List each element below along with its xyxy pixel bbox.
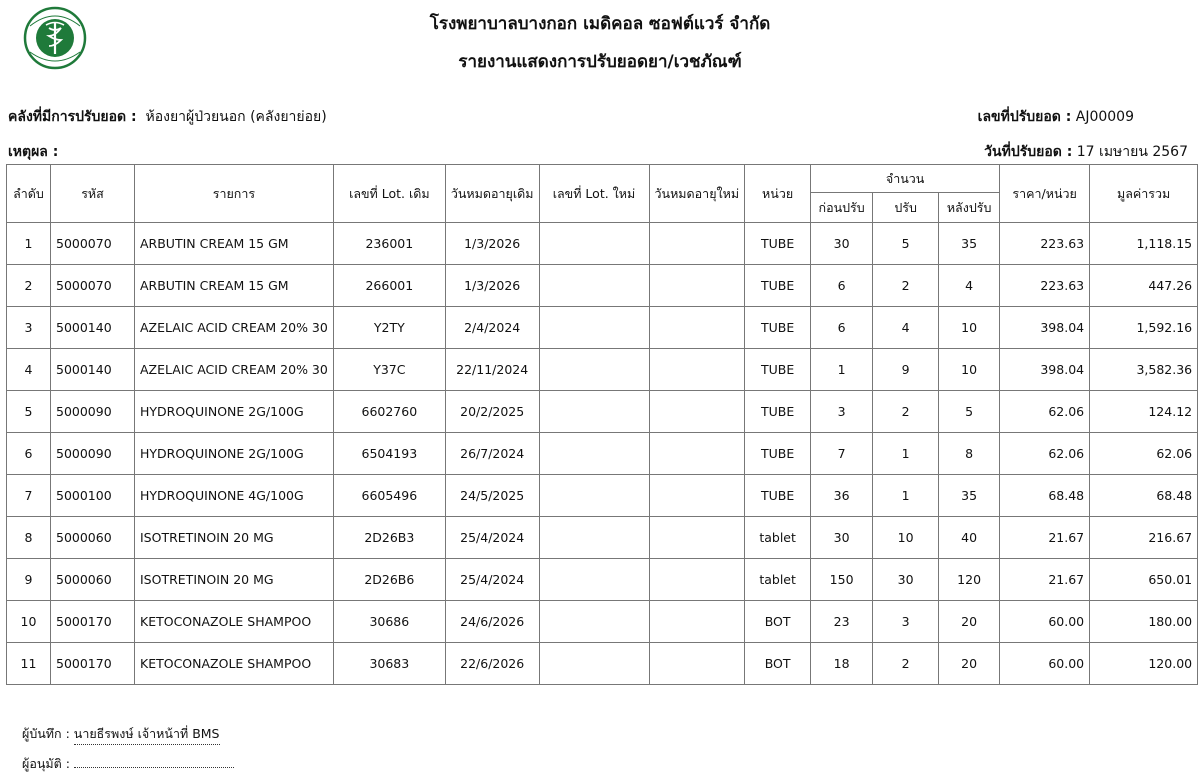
recorder-line bbox=[22, 724, 220, 745]
row-qty-before: 7 bbox=[811, 433, 873, 475]
row-exp-new bbox=[649, 223, 745, 265]
row-price: 21.67 bbox=[1000, 559, 1090, 601]
row-total: 62.06 bbox=[1090, 433, 1198, 475]
row-unit: TUBE bbox=[745, 223, 811, 265]
row-exp-new bbox=[649, 601, 745, 643]
row-total: 120.00 bbox=[1090, 643, 1198, 685]
row-total: 180.00 bbox=[1090, 601, 1198, 643]
row-qty-after: 35 bbox=[939, 223, 1000, 265]
row-qty-after: 120 bbox=[939, 559, 1000, 601]
row-qty-before: 30 bbox=[811, 223, 873, 265]
row-item: KETOCONAZOLE SHAMPOO bbox=[135, 601, 334, 643]
row-item: HYDROQUINONE 2G/100G bbox=[135, 433, 334, 475]
row-qty-adjust: 30 bbox=[873, 559, 939, 601]
table-row bbox=[7, 265, 1198, 307]
row-exp-old: 25/4/2024 bbox=[445, 517, 539, 559]
table-row bbox=[7, 223, 1198, 265]
row-total: 124.12 bbox=[1090, 391, 1198, 433]
row-total: 447.26 bbox=[1090, 265, 1198, 307]
row-qty-after: 20 bbox=[939, 643, 1000, 685]
row-code: 5000060 bbox=[51, 517, 135, 559]
doc-number-label: เลขที่ปรับยอด : bbox=[977, 109, 1072, 125]
row-item: AZELAIC ACID CREAM 20% 30 bbox=[135, 307, 334, 349]
row-seq: 4 bbox=[7, 349, 51, 391]
row-qty-adjust: 9 bbox=[873, 349, 939, 391]
row-lot-old: 6504193 bbox=[333, 433, 445, 475]
row-qty-after: 20 bbox=[939, 601, 1000, 643]
row-qty-adjust: 10 bbox=[873, 517, 939, 559]
row-lot-old: 30683 bbox=[333, 643, 445, 685]
header-total: มูลค่ารวม bbox=[1090, 165, 1198, 223]
row-lot-new bbox=[539, 601, 649, 643]
row-code: 5000100 bbox=[51, 475, 135, 517]
row-exp-old: 24/6/2026 bbox=[445, 601, 539, 643]
row-seq: 2 bbox=[7, 265, 51, 307]
row-lot-old: 2D26B3 bbox=[333, 517, 445, 559]
row-qty-before: 6 bbox=[811, 265, 873, 307]
row-lot-new bbox=[539, 559, 649, 601]
row-unit: TUBE bbox=[745, 433, 811, 475]
row-seq: 11 bbox=[7, 643, 51, 685]
row-price: 223.63 bbox=[1000, 223, 1090, 265]
row-lot-new bbox=[539, 475, 649, 517]
row-qty-after: 5 bbox=[939, 391, 1000, 433]
doc-date-line bbox=[984, 141, 1188, 163]
table-row bbox=[7, 391, 1198, 433]
recorder-label: ผู้บันทึก : bbox=[22, 726, 70, 741]
row-lot-new bbox=[539, 265, 649, 307]
row-unit: TUBE bbox=[745, 265, 811, 307]
warehouse-label: คลังที่มีการปรับยอด : bbox=[8, 109, 137, 125]
row-seq: 10 bbox=[7, 601, 51, 643]
row-lot-old: Y2TY bbox=[333, 307, 445, 349]
row-code: 5000090 bbox=[51, 433, 135, 475]
row-total: 1,118.15 bbox=[1090, 223, 1198, 265]
header-exp-new: วันหมดอายุใหม่ bbox=[649, 165, 745, 223]
row-qty-adjust: 2 bbox=[873, 391, 939, 433]
row-item: ISOTRETINOIN 20 MG bbox=[135, 517, 334, 559]
row-lot-old: 6602760 bbox=[333, 391, 445, 433]
row-seq: 3 bbox=[7, 307, 51, 349]
header-qty-adjust: ปรับ bbox=[873, 193, 939, 223]
row-exp-new bbox=[649, 265, 745, 307]
row-item: AZELAIC ACID CREAM 20% 30 bbox=[135, 349, 334, 391]
row-price: 60.00 bbox=[1000, 643, 1090, 685]
row-code: 5000170 bbox=[51, 643, 135, 685]
row-unit: BOT bbox=[745, 643, 811, 685]
recorder-value: นายธีรพงษ์ เจ้าหน้าที่ BMS bbox=[74, 724, 220, 745]
row-code: 5000060 bbox=[51, 559, 135, 601]
adjustment-table bbox=[6, 164, 1198, 685]
row-item: ARBUTIN CREAM 15 GM bbox=[135, 223, 334, 265]
row-exp-old: 1/3/2026 bbox=[445, 223, 539, 265]
row-qty-before: 150 bbox=[811, 559, 873, 601]
header-item: รายการ bbox=[135, 165, 334, 223]
row-lot-old: 2D26B6 bbox=[333, 559, 445, 601]
row-exp-old: 22/6/2026 bbox=[445, 643, 539, 685]
row-lot-old: Y37C bbox=[333, 349, 445, 391]
row-total: 3,582.36 bbox=[1090, 349, 1198, 391]
row-unit: TUBE bbox=[745, 349, 811, 391]
row-code: 5000070 bbox=[51, 223, 135, 265]
row-qty-before: 30 bbox=[811, 517, 873, 559]
row-seq: 9 bbox=[7, 559, 51, 601]
row-seq: 5 bbox=[7, 391, 51, 433]
row-qty-before: 36 bbox=[811, 475, 873, 517]
row-seq: 6 bbox=[7, 433, 51, 475]
row-exp-new bbox=[649, 433, 745, 475]
organization-name: โรงพยาบาลบางกอก เมดิคอล ซอฟต์แวร์ จำกัด bbox=[429, 14, 771, 34]
table-row bbox=[7, 475, 1198, 517]
header-quantity-group: จำนวน bbox=[811, 165, 1000, 193]
row-lot-new bbox=[539, 643, 649, 685]
row-item: HYDROQUINONE 4G/100G bbox=[135, 475, 334, 517]
row-exp-old: 2/4/2024 bbox=[445, 307, 539, 349]
row-exp-old: 20/2/2025 bbox=[445, 391, 539, 433]
row-price: 223.63 bbox=[1000, 265, 1090, 307]
row-code: 5000170 bbox=[51, 601, 135, 643]
row-code: 5000090 bbox=[51, 391, 135, 433]
table-row bbox=[7, 517, 1198, 559]
row-exp-new bbox=[649, 517, 745, 559]
header-price: ราคา/หน่วย bbox=[1000, 165, 1090, 223]
approver-signature-field bbox=[74, 756, 234, 768]
row-seq: 8 bbox=[7, 517, 51, 559]
table-row bbox=[7, 601, 1198, 643]
row-item: HYDROQUINONE 2G/100G bbox=[135, 391, 334, 433]
doc-number-value: AJ00009 bbox=[1075, 109, 1134, 125]
row-qty-adjust: 3 bbox=[873, 601, 939, 643]
header-lot-new: เลขที่ Lot. ใหม่ bbox=[539, 165, 649, 223]
row-seq: 7 bbox=[7, 475, 51, 517]
row-exp-new bbox=[649, 349, 745, 391]
warehouse-line bbox=[8, 106, 327, 128]
row-lot-old: 30686 bbox=[333, 601, 445, 643]
row-qty-before: 23 bbox=[811, 601, 873, 643]
row-exp-new bbox=[649, 559, 745, 601]
row-qty-after: 35 bbox=[939, 475, 1000, 517]
row-item: ARBUTIN CREAM 15 GM bbox=[135, 265, 334, 307]
row-lot-new bbox=[539, 517, 649, 559]
row-qty-after: 4 bbox=[939, 265, 1000, 307]
header-qty-before: ก่อนปรับ bbox=[811, 193, 873, 223]
row-code: 5000140 bbox=[51, 349, 135, 391]
row-total: 216.67 bbox=[1090, 517, 1198, 559]
row-code: 5000140 bbox=[51, 307, 135, 349]
approver-line bbox=[22, 754, 234, 774]
row-qty-after: 40 bbox=[939, 517, 1000, 559]
row-exp-new bbox=[649, 391, 745, 433]
row-code: 5000070 bbox=[51, 265, 135, 307]
header-lot-old: เลขที่ Lot. เดิม bbox=[333, 165, 445, 223]
approver-label: ผู้อนุมัติ : bbox=[22, 756, 70, 771]
row-qty-before: 6 bbox=[811, 307, 873, 349]
reason-line bbox=[8, 141, 58, 163]
row-exp-new bbox=[649, 475, 745, 517]
row-qty-after: 10 bbox=[939, 349, 1000, 391]
row-price: 398.04 bbox=[1000, 307, 1090, 349]
row-qty-after: 8 bbox=[939, 433, 1000, 475]
row-qty-adjust: 5 bbox=[873, 223, 939, 265]
row-seq: 1 bbox=[7, 223, 51, 265]
row-item: ISOTRETINOIN 20 MG bbox=[135, 559, 334, 601]
row-lot-new bbox=[539, 307, 649, 349]
row-qty-adjust: 2 bbox=[873, 265, 939, 307]
row-lot-old: 6605496 bbox=[333, 475, 445, 517]
table-header-row bbox=[7, 165, 1198, 193]
row-qty-before: 1 bbox=[811, 349, 873, 391]
row-lot-new bbox=[539, 349, 649, 391]
row-lot-old: 236001 bbox=[333, 223, 445, 265]
reason-label: เหตุผล : bbox=[8, 144, 59, 160]
row-unit: tablet bbox=[745, 517, 811, 559]
doc-date-label: วันที่ปรับยอด : bbox=[984, 144, 1073, 160]
row-qty-before: 3 bbox=[811, 391, 873, 433]
row-lot-new bbox=[539, 433, 649, 475]
row-lot-new bbox=[539, 391, 649, 433]
header-unit: หน่วย bbox=[745, 165, 811, 223]
header-exp-old: วันหมดอายุเดิม bbox=[445, 165, 539, 223]
header-qty-after: หลังปรับ bbox=[939, 193, 1000, 223]
row-price: 60.00 bbox=[1000, 601, 1090, 643]
row-total: 68.48 bbox=[1090, 475, 1198, 517]
header-seq: ลำดับ bbox=[7, 165, 51, 223]
table-row bbox=[7, 349, 1198, 391]
doc-number-line bbox=[978, 106, 1134, 128]
report-title: รายงานแสดงการปรับยอดยา/เวชภัณฑ์ bbox=[458, 52, 742, 72]
row-item: KETOCONAZOLE SHAMPOO bbox=[135, 643, 334, 685]
row-unit: TUBE bbox=[745, 391, 811, 433]
row-lot-new bbox=[539, 223, 649, 265]
row-qty-adjust: 2 bbox=[873, 643, 939, 685]
row-price: 398.04 bbox=[1000, 349, 1090, 391]
row-price: 21.67 bbox=[1000, 517, 1090, 559]
row-exp-old: 24/5/2025 bbox=[445, 475, 539, 517]
doc-date-value: 17 เมษายน 2567 bbox=[1076, 144, 1188, 160]
row-qty-adjust: 1 bbox=[873, 475, 939, 517]
row-qty-before: 18 bbox=[811, 643, 873, 685]
row-unit: BOT bbox=[745, 601, 811, 643]
row-lot-old: 266001 bbox=[333, 265, 445, 307]
table-row bbox=[7, 307, 1198, 349]
row-exp-new bbox=[649, 643, 745, 685]
row-total: 650.01 bbox=[1090, 559, 1198, 601]
warehouse-value: ห้องยาผู้ป่วยนอก (คลังยาย่อย) bbox=[145, 109, 327, 125]
row-price: 68.48 bbox=[1000, 475, 1090, 517]
table-row bbox=[7, 433, 1198, 475]
table-row bbox=[7, 559, 1198, 601]
row-qty-adjust: 4 bbox=[873, 307, 939, 349]
row-qty-after: 10 bbox=[939, 307, 1000, 349]
row-unit: TUBE bbox=[745, 307, 811, 349]
table-row bbox=[7, 643, 1198, 685]
row-exp-old: 1/3/2026 bbox=[445, 265, 539, 307]
row-exp-new bbox=[649, 307, 745, 349]
row-exp-old: 25/4/2024 bbox=[445, 559, 539, 601]
row-exp-old: 26/7/2024 bbox=[445, 433, 539, 475]
row-unit: tablet bbox=[745, 559, 811, 601]
row-qty-adjust: 1 bbox=[873, 433, 939, 475]
row-price: 62.06 bbox=[1000, 433, 1090, 475]
row-total: 1,592.16 bbox=[1090, 307, 1198, 349]
row-unit: TUBE bbox=[745, 475, 811, 517]
header-code: รหัส bbox=[51, 165, 135, 223]
row-exp-old: 22/11/2024 bbox=[445, 349, 539, 391]
row-price: 62.06 bbox=[1000, 391, 1090, 433]
